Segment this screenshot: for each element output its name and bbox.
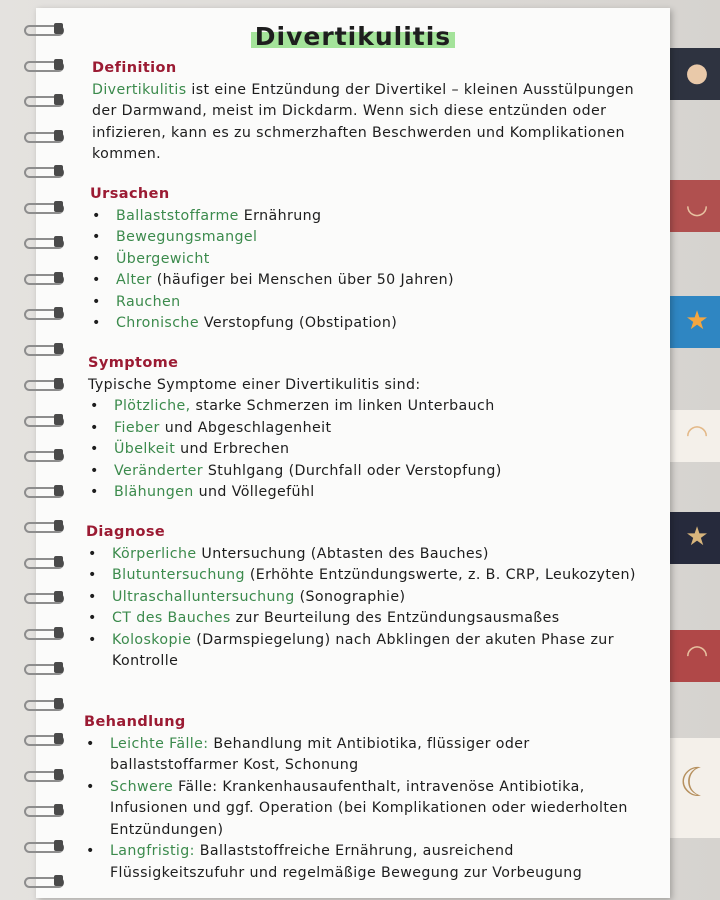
section-heading: Ursachen [90, 186, 170, 202]
star-icon: ★ [685, 522, 709, 552]
page-title: Divertikulitis [36, 22, 670, 51]
section-heading: Diagnose [86, 524, 166, 540]
circle-icon: ● [685, 58, 709, 88]
spiral-ring [14, 411, 66, 429]
tab-4[interactable] [670, 410, 720, 462]
spiral-ring [14, 766, 66, 784]
list-item: • Chronische Verstopfung (Obstipation) [90, 313, 650, 335]
spiral-ring [14, 91, 66, 109]
spiral-ring [14, 304, 66, 322]
tab-3[interactable] [670, 296, 720, 348]
ursachen-list [90, 206, 650, 335]
section-heading: Behandlung [84, 714, 186, 730]
list-item: • Rauchen [90, 292, 650, 314]
section-symptome [88, 353, 648, 504]
spiral-ring [14, 233, 66, 251]
moon-icon: ◡ [685, 190, 709, 220]
spiral-ring [14, 340, 66, 358]
spiral-ring [14, 20, 66, 38]
tab-7[interactable] [670, 738, 720, 838]
spiral-ring [14, 659, 66, 677]
spiral-ring [14, 801, 66, 819]
definition-text: Divertikulitis ist eine Entzündung der Divertikel – kleinen Ausstülpungen der Darmwand, meist im Dickdarm. Wenn sich diese entzünden oder infizieren, kann es zu schmerzhaften Beschwerden und Komplikationen kommen. [92, 81, 635, 162]
spiral-ring [14, 375, 66, 393]
list-item: • Ultraschalluntersuchung (Sonographie) [86, 587, 646, 609]
section-ursachen [90, 184, 650, 335]
list-item: • Übelkeit und Erbrechen [88, 439, 648, 461]
section-definition [92, 58, 652, 166]
behandlung-list [84, 734, 644, 885]
spiral-binding [14, 20, 74, 900]
index-tabs [670, 0, 720, 900]
star-icon: ★ [685, 306, 709, 336]
section-diagnose [86, 522, 646, 673]
symptome-list [88, 396, 648, 504]
notebook-page [36, 8, 670, 898]
spiral-ring [14, 588, 66, 606]
spiral-ring [14, 624, 66, 642]
spiral-ring [14, 837, 66, 855]
spiral-ring [14, 446, 66, 464]
spiral-ring [14, 730, 66, 748]
spiral-ring [14, 56, 66, 74]
tab-2[interactable] [670, 180, 720, 232]
symptome-intro: Typische Symptome einer Divertikulitis sind: [88, 376, 421, 393]
section-heading: Definition [92, 60, 177, 76]
list-item: • Schwere Fälle: Krankenhausaufenthalt, intravenöse Antibiotika, Infusionen und ggf. Operation (bei Komplikationen oder wiederholten Entzündungen) [84, 777, 644, 842]
spiral-ring [14, 127, 66, 145]
spiral-ring [14, 553, 66, 571]
list-item: • Fieber und Abgeschlagenheit [88, 418, 648, 440]
diagnose-list [86, 544, 646, 673]
spiral-ring [14, 517, 66, 535]
spiral-ring [14, 872, 66, 890]
list-item: • Alter (häufiger bei Menschen über 50 Jahren) [90, 270, 650, 292]
spiral-ring [14, 695, 66, 713]
spiral-ring [14, 162, 66, 180]
list-item: • Bewegungsmangel [90, 227, 650, 249]
list-item: • Koloskopie (Darmspiegelung) nach Abklingen der akuten Phase zur Kontrolle [86, 630, 646, 673]
section-behandlung [84, 712, 644, 884]
tab-6[interactable] [670, 630, 720, 682]
spiral-ring [14, 269, 66, 287]
list-item: • Blutuntersuchung (Erhöhte Entzündungswerte, z. B. CRP, Leukozyten) [86, 565, 646, 587]
list-item: • Leichte Fälle: Behandlung mit Antibiotika, flüssiger oder ballaststoffarmer Kost, Schonung [84, 734, 644, 777]
list-item: • Blähungen und Völlegefühl [88, 482, 648, 504]
list-item: • Langfristig: Ballaststoffreiche Ernährung, ausreichend Flüssigkeitszufuhr und regelmäßige Bewegung zur Vorbeugung [84, 841, 644, 884]
tab-1[interactable] [670, 48, 720, 100]
moon-icon: ◠ [685, 420, 709, 450]
section-heading: Symptome [88, 355, 179, 371]
spiral-ring [14, 482, 66, 500]
tab-5[interactable] [670, 512, 720, 564]
list-item: • Ballaststoffarme Ernährung [90, 206, 650, 228]
list-item: • Körperliche Untersuchung (Abtasten des Bauches) [86, 544, 646, 566]
list-item: • CT des Bauches zur Beurteilung des Entzündungsausmaßes [86, 608, 646, 630]
list-item: • Veränderter Stuhlgang (Durchfall oder Verstopfung) [88, 461, 648, 483]
list-item: • Plötzliche, starke Schmerzen im linken Unterbauch [88, 396, 648, 418]
moon-icon: ☾ [679, 760, 715, 806]
list-item: • Übergewicht [90, 249, 650, 271]
spiral-ring [14, 198, 66, 216]
moon-icon: ◠ [685, 640, 709, 670]
